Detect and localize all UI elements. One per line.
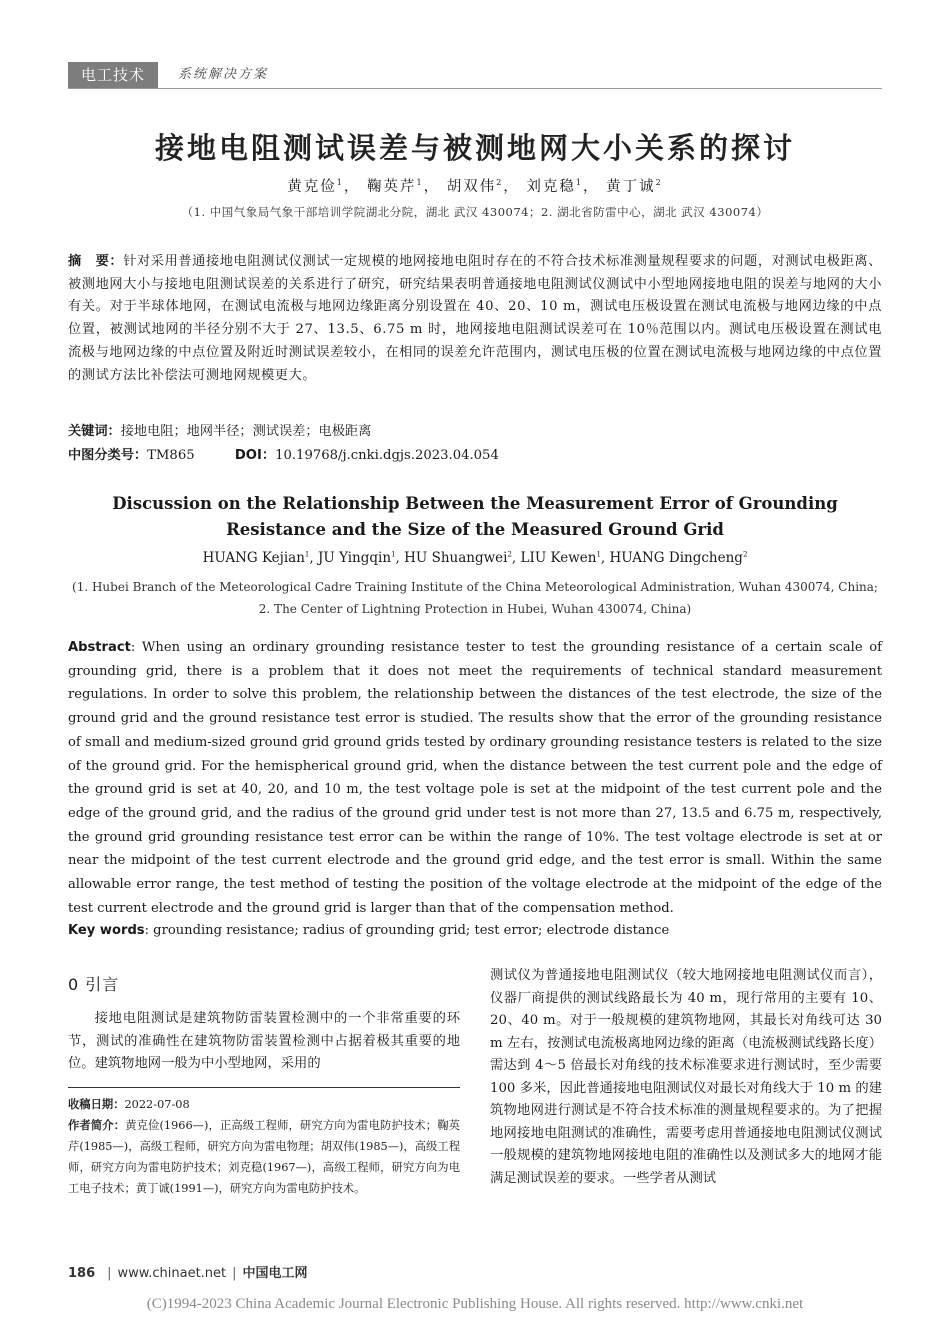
author-sup-en: 1 bbox=[304, 550, 310, 559]
affiliation-en-line-1: (1. Hubei Branch of the Meteorological Cadre Training Institute of the China Meteorological Administration, Wuhan 430074, China; bbox=[72, 580, 878, 594]
footnotes bbox=[68, 1094, 460, 1199]
body-text-right: 测试仪为普通接地电阻测试仪（较大地网接地电阻测试仪而言），仪器厂商提供的测试线路最长为 40 m，现行常用的主要有 10、20、40 m。对于一般规模的建筑物地网，其最长对角线可达 30 m 左右，按测试电流极离地网边缘的距离（电流极测试线路长度）需达到 4～5 倍最长对角线的技术标准要求进行测试时，至少需要 100 多米，因此普通接地电阻测试仪对最长对角线大于 10 m 的建筑物地网进行测试是不符合技术标准的测量规程要求的。为了把握地网接地电阻测试的准确性，需要考虑用普通接地电阻测试仪测试一般规模的建筑物地网接地电阻的准确性以及测试多大的地网才能满足测试误差的要求。一些学者从测试 bbox=[490, 968, 882, 1186]
footer-separator: | bbox=[107, 1266, 112, 1281]
classification-label: 中图分类号： bbox=[68, 448, 148, 463]
abstract-en bbox=[68, 636, 882, 920]
keywords-cn-label: 关键词： bbox=[68, 424, 121, 439]
page-number: 186 bbox=[68, 1266, 96, 1281]
received-value: 2022-07-08 bbox=[124, 1098, 190, 1111]
author-name-en: HUANG Kejian bbox=[202, 550, 305, 566]
classification-value: TM865 bbox=[147, 448, 195, 463]
author-sup: 2 bbox=[496, 178, 504, 188]
journal-tag: 电工技术 bbox=[68, 62, 158, 88]
section-label: 系统解决方案 bbox=[178, 67, 269, 82]
section-heading: 0 引言 bbox=[68, 975, 120, 994]
keywords-en-text: : grounding resistance; radius of grounding grid; test error; electrode distance bbox=[144, 923, 670, 938]
author-name: 胡双伟 bbox=[446, 179, 497, 195]
abstract-cn-text: 针对采用普通接地电阻测试仪测试一定规模的地网接地电阻时存在的不符合技术标准测量规程要求的问题，对测试电极距离、被测地网大小与接地电阻测试误差的关系进行了研究，研究结果表明普通接地电阻测试仪测试中小型地网接地电阻的误差与地网的大小有关。对于半球体地网，在测试电流极与地网边缘距离分别设置在 40、20、10 m，测试电压极设置在测试电流极与地网边缘的中点位置，被测试地网的半径分别不大于 27、13.5、6.75 m 时，地网接地电阻测试误差可在 10％范围以内。测试电压极设置在测试电流极与地网边缘的中点位置及附近时测试误差较小，在相同的误差允许范围内，测试电压极的位置在测试电流极与地网边缘的中点位置的测试方法比补偿法可测地网规模更大。 bbox=[68, 254, 882, 383]
received-label: 收稿日期： bbox=[68, 1098, 125, 1111]
abstract-en-text: : When using an ordinary grounding resistance tester to test the grounding resistance of a certain scale of grounding grid, there is a problem that it does not meet the requirements of technical standard measurement regulations. In order to solve this problem, the relationship between the distances of the test electrode, the size of the ground grid and the ground resistance test error is studied. The results show that the error of the grounding resistance of small and medium-sized ground grid ground grids tested by ordinary grounding resistance testers is related to the size of the ground grid. For the hemispherical ground grid, when the distance between the test current pole and the edge of the ground grid is set at 40, 20, and 10 m, the test voltage pole is set at the midpoint of the test current pole and the edge of the ground grid, and the radius of the ground grid under test is not more than 27, 13.5 and 6.75 m, respectively, the ground grid grounding resistance test error can be within the range of 10%. The test voltage electrode is set at or near the midpoint of the test current electrode and the ground grid edge, and the test error is small. Within the same allowable error range, the test method of testing the position of the voltage electrode at the midpoint of the edge of the test current electrode and the ground grid is larger than that of the compensation method. bbox=[68, 640, 882, 916]
author-name-en: LIU Kewen bbox=[520, 550, 597, 566]
author-sup: 2 bbox=[655, 178, 663, 188]
footer-brand: 中国电工网 bbox=[242, 1266, 308, 1281]
author-sup-en: 1 bbox=[596, 550, 601, 559]
keywords-en-label: Key words bbox=[68, 923, 145, 938]
author-list: 黄克俭$^1$， 鞠英芹$^1$， 胡双伟$^2$， 刘克稳$^1$， 黄丁诚$^2$ bbox=[287, 178, 663, 195]
page-footer bbox=[68, 1262, 308, 1281]
affiliation-en bbox=[68, 576, 882, 620]
author-sup-en: 1 bbox=[391, 550, 396, 559]
keywords-cn bbox=[68, 421, 882, 443]
body-text-left: 接地电阻测试是建筑物防雷装置检测中的一个非常重要的环节，测试的准确性在建筑物防雷装置检测中占据着极其重要的地位。建筑物地网一般为中小型地网，采用的 bbox=[68, 1011, 460, 1071]
footer-site[interactable]: www.chinaet.net bbox=[117, 1266, 227, 1281]
footer-separator: | bbox=[232, 1266, 237, 1281]
author-name: 黄克俭 bbox=[287, 179, 337, 195]
copyright-watermark: (C)1994-2023 China Academic Journal Electronic Publishing House. All rights reserved. http://www.cnki.net bbox=[146, 1296, 804, 1312]
author-name-en: HU Shuangwei bbox=[404, 550, 508, 566]
abstract-cn bbox=[68, 251, 882, 387]
author-name: 黄丁诚 bbox=[606, 179, 656, 195]
author-sup: 1 bbox=[575, 178, 583, 188]
affiliation-en-line-2: 2. The Center of Lightning Protection in Hubei, Wuhan 430074, China) bbox=[258, 602, 692, 616]
classification-line bbox=[68, 445, 882, 467]
paper-title: 接地电阻测试误差与被测地网大小关系的探讨 bbox=[154, 131, 795, 165]
received-date bbox=[68, 1094, 460, 1115]
author-name-en: HUANG Dingcheng bbox=[609, 550, 743, 566]
author-sup-en: 2 bbox=[507, 550, 512, 559]
author-name-en: JU Yingqin bbox=[317, 550, 392, 566]
paper-title-en: Discussion on the Relationship Between the Measurement Error of Grounding Resistance and the Size of the Measured Ground Grid bbox=[112, 494, 838, 539]
doi-value[interactable]: 10.19768/j.cnki.dgjs.2023.04.054 bbox=[275, 448, 499, 463]
doi-label: DOI： bbox=[234, 448, 276, 463]
footnote-divider bbox=[68, 1087, 460, 1088]
author-bio-text: 黄克俭(1966—)，正高级工程师，研究方向为雷电防护技术；鞠英芹(1985—)，高级工程师，研究方向为雷电物理；胡双伟(1985—)，高级工程师，研究方向为雷电防护技术；刘克稳(1967—)，高级工程师，研究方向为电工电子技术；黄丁诚(1991—)，研究方向为雷电防护技术。 bbox=[68, 1119, 460, 1195]
author-sup: 1 bbox=[416, 178, 424, 188]
author-sup: 1 bbox=[336, 178, 344, 188]
author-name: 鞠英芹 bbox=[367, 179, 417, 195]
abstract-en-label: Abstract bbox=[68, 640, 131, 655]
keywords-en bbox=[68, 920, 882, 942]
affiliation: （1. 中国气象局气象干部培训学院湖北分院，湖北 武汉 430074；2. 湖北省防雷中心，湖北 武汉 430074） bbox=[181, 205, 769, 219]
author-bio-label: 作者简介： bbox=[68, 1119, 126, 1132]
author-bio bbox=[68, 1115, 460, 1199]
abstract-cn-label: 摘 要： bbox=[68, 254, 124, 269]
header-divider bbox=[68, 88, 882, 89]
author-name: 刘克稳 bbox=[526, 179, 576, 195]
author-list-en: HUANG Kejian$^1$, JU Yingqin$^1$, HU Shuangwei$^2$, LIU Kewen$^1$, HUANG Dingcheng$^2$ bbox=[202, 550, 748, 566]
author-sup-en: 2 bbox=[742, 550, 748, 559]
keywords-cn-text: 接地电阻；地网半径；测试误差；电极距离 bbox=[120, 424, 372, 439]
